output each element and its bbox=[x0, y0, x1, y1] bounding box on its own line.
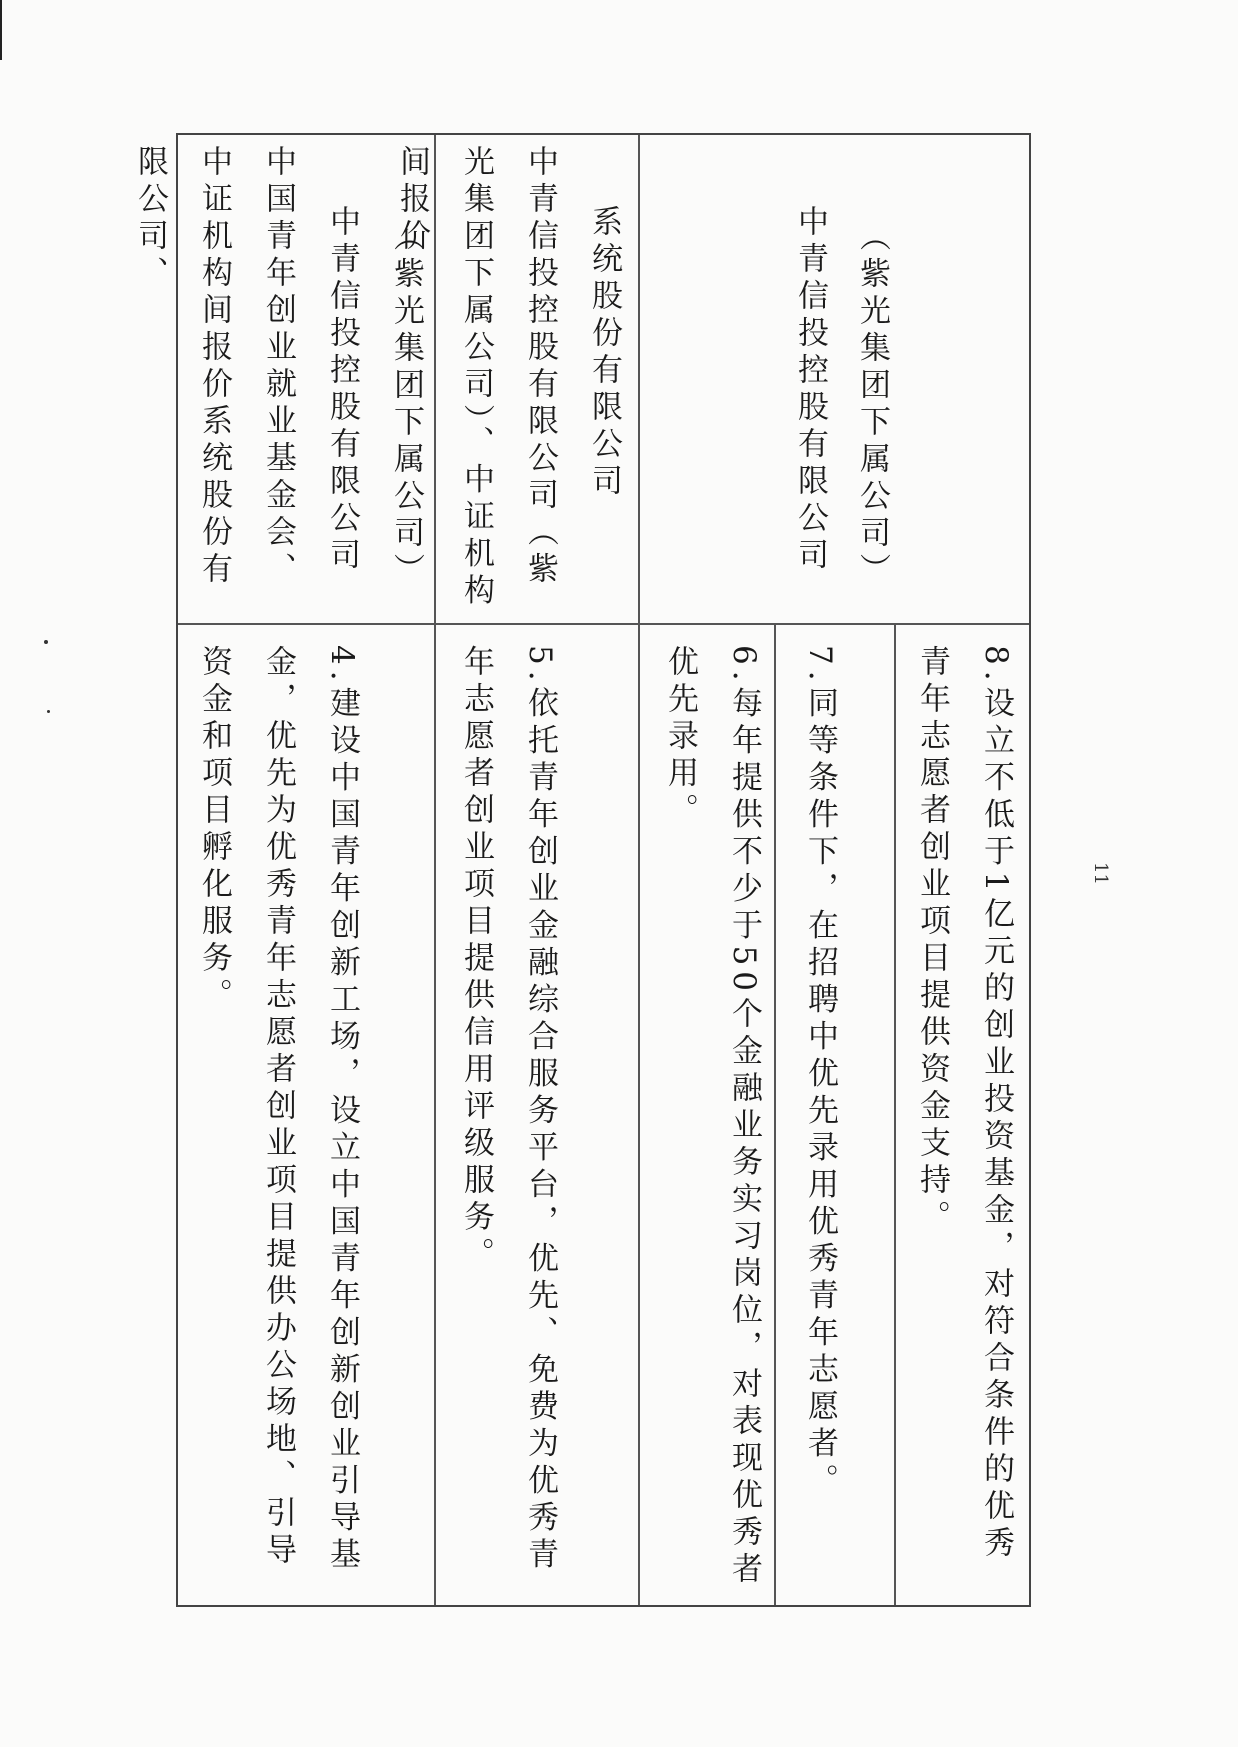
row-divider-5-6 bbox=[638, 135, 640, 1605]
row-4-unit-line-3: （紫光集团下属公司） bbox=[388, 220, 424, 590]
row-8-measure: 8.设立不低于1亿元的创业投资基金，对符合条件的优秀青年志愿者创业项目提供资金支持。 bbox=[914, 645, 1014, 1564]
commitment-table bbox=[132, 133, 1031, 1607]
scan-edge-mark bbox=[0, 0, 2, 60]
row-7-measure: 7.同等条件下，在招聘中优先录用优秀青年志愿者。 bbox=[802, 645, 838, 1501]
measure-unit-divider bbox=[178, 623, 1029, 625]
row-5-unit-line-2: 系统股份有限公司 bbox=[586, 205, 622, 501]
row-4-unit-line-2: 中青信投控股有限公司 bbox=[324, 205, 360, 575]
row-4-measure: 4.建设中国青年创新工场，设立中国青年创新创业引导基金，优先为优秀青年志愿者创业项目提供办公场地、引导资金和项目孵化服务。 bbox=[196, 645, 360, 1575]
row-6-8-unit-line-2: （紫光集团下属公司） bbox=[854, 220, 890, 590]
row-5-unit-line-1: 中青信投控股有限公司（紫光集团下属公司）、中证机构间报价 bbox=[394, 145, 558, 611]
row-6-measure: 6.每年提供不少于50个金融业务实习岗位，对表现优秀者优先录用。 bbox=[662, 645, 762, 1590]
row-6-8-unit-line-1: 中青信投控股有限公司 bbox=[792, 205, 828, 575]
row-divider-7-8 bbox=[894, 623, 896, 1605]
row-4-unit-line-1: 中国青年创业就业基金会、中证机构间报价系统股份有限公司、 bbox=[132, 145, 296, 589]
row-5-measure: 5.依托青年创业金融综合服务平台，优先、免费为优秀青年志愿者创业项目提供信用评级服务。 bbox=[458, 645, 558, 1575]
scan-speck bbox=[47, 710, 50, 713]
page-number: 11 bbox=[1090, 862, 1111, 885]
scan-speck bbox=[44, 640, 48, 644]
